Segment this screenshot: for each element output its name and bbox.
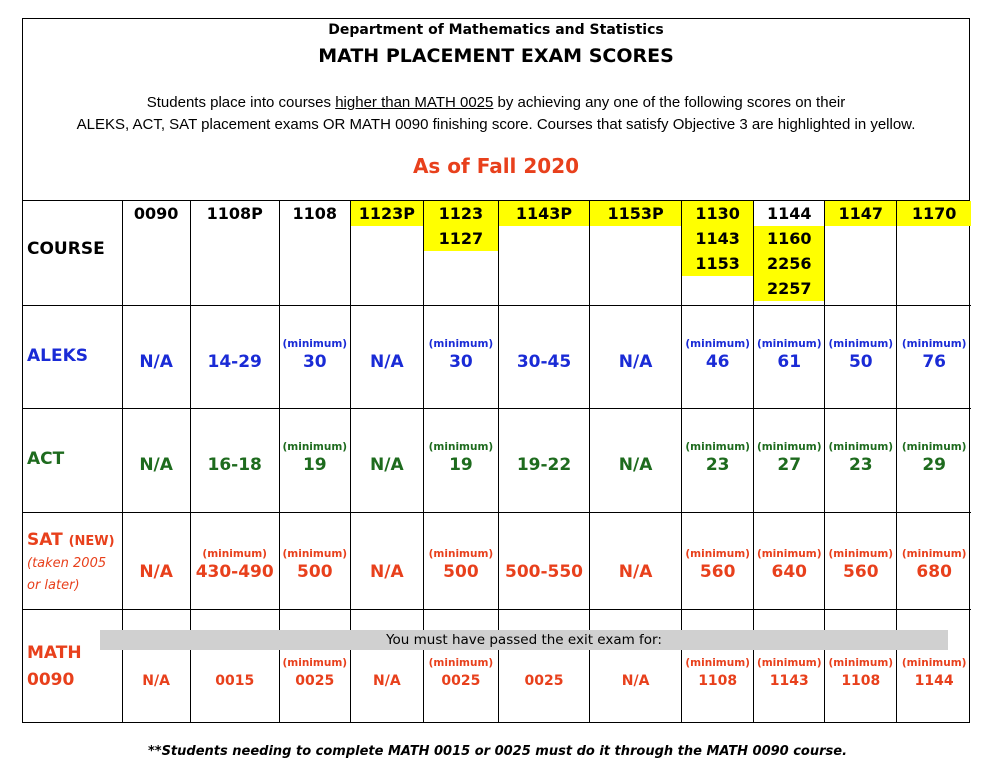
sat-score [754,547,824,583]
sat-score [280,547,350,583]
act-score [424,440,498,476]
aleks-score-cell [498,305,589,408]
act-score-cell [682,408,754,512]
course-cell [498,201,589,305]
intro-text [23,92,969,136]
act-score-cell [897,408,971,512]
sat-score [590,547,681,583]
aleks-score [191,337,279,373]
sat-value: N/A [618,561,653,582]
aleks-score [424,337,498,373]
course-cell [423,201,498,305]
math0090-score [191,656,279,692]
minimum-label: (minimum) [685,547,750,560]
placement-sheet [22,18,970,723]
course-code: 1127 [424,226,498,251]
as-of-date: As of Fall 2020 [412,154,580,178]
math0090-score [123,656,190,692]
math0090-value: 1144 [914,672,954,689]
act-value: 19 [449,454,473,475]
minimum-label: (minimum) [428,440,494,453]
course-code: 1123 [424,201,498,226]
math0090-value: 0015 [215,672,255,689]
math-label: MATH [27,642,82,663]
minimum-label: (minimum) [756,440,822,453]
act-score [754,440,824,476]
course-cell [897,201,971,305]
minimum-label: (minimum) [685,656,750,669]
sat-row [23,512,971,609]
sat-score [351,547,423,583]
math0090-score [424,656,498,692]
math0090-score-cell [498,609,589,723]
sat-value: 500-550 [504,561,584,582]
act-value: 19-22 [516,454,572,475]
sat-score-cell [350,512,423,609]
math0090-row-label [23,609,122,723]
act-value: 19 [302,454,327,475]
aleks-score [682,337,753,373]
course-code: 1170 [897,201,971,226]
course-code: 1108 [292,204,338,223]
sat-value: 430-490 [195,561,274,582]
aleks-score [280,337,350,373]
course-cell [825,201,897,305]
aleks-score-cell [350,305,423,408]
minimum-label: (minimum) [756,656,822,669]
sat-score-cell [897,512,971,609]
math0090-value: 0025 [295,672,335,689]
sat-label-group [27,530,115,596]
department-name: Department of Mathematics and Statistics [328,22,664,38]
sat-value: 500 [443,561,479,582]
footnote: **Students needing to complete MATH 0015 or 0025 must do it through the MATH 0090 course. [147,744,848,759]
act-score [897,440,971,476]
minimum-label: (minimum) [828,656,894,669]
minimum-label: (minimum) [282,337,348,350]
aleks-value: N/A [370,351,404,372]
math0090-score-cell [279,609,350,723]
intro-underlined: higher than MATH 0025 [335,94,494,111]
aleks-score-cell [682,305,754,408]
sat-score-cell [825,512,897,609]
aleks-score-cell [754,305,825,408]
sat-score [499,547,589,583]
sat-score [424,547,498,583]
act-score-cell [498,408,589,512]
course-label: COURSE [27,239,105,259]
aleks-row [23,305,971,408]
course-code: 2257 [754,276,824,301]
intro-mid: by achieving any one of the following scores on their [493,94,846,111]
act-score [825,440,896,476]
aleks-score [825,337,896,373]
math-code-label: 0090 [27,669,75,690]
aleks-score [754,337,824,373]
aleks-score-cell [190,305,279,408]
act-score [351,440,423,476]
act-value: N/A [370,454,404,475]
act-row [23,408,971,512]
sat-value: N/A [370,561,404,582]
course-code: 1108P [206,204,263,223]
sat-score-cell [122,512,190,609]
sat-score [191,547,279,583]
minimum-label: (minimum) [828,337,894,350]
minimum-label: (minimum) [901,337,967,350]
course-code: 1143P [499,201,589,226]
aleks-score-cell [590,305,682,408]
minimum-label: (minimum) [685,337,750,350]
aleks-value: 14-29 [207,351,262,372]
minimum-label: (minimum) [428,547,494,560]
act-score-cell [350,408,423,512]
aleks-value: 46 [705,351,730,372]
minimum-label: (minimum) [202,547,267,560]
sat-value: 560 [843,561,879,582]
course-code: 1130 [682,201,753,226]
math0090-value: 1143 [769,672,809,689]
aleks-score-cell [825,305,897,408]
math0090-value: 0025 [441,672,481,689]
aleks-score [897,337,971,373]
aleks-score-cell [122,305,190,408]
course-code: 2256 [754,251,824,276]
act-score [682,440,753,476]
intro-pre: Students place into courses [146,94,336,111]
math0090-score-cell [190,609,279,723]
header [23,19,969,201]
page-title: MATH PLACEMENT EXAM SCORES [318,45,674,67]
sat-score-cell [590,512,682,609]
sat-score [123,547,190,583]
minimum-label: (minimum) [901,440,967,453]
minimum-label: (minimum) [901,656,967,669]
act-value: 29 [922,454,946,475]
course-cell [279,201,350,305]
sat-score-cell [423,512,498,609]
aleks-value: 50 [848,351,873,372]
aleks-score [123,337,190,373]
math0090-score-cell [423,609,498,723]
act-value: 27 [777,454,802,475]
sat-value: N/A [139,561,173,582]
aleks-value: N/A [618,351,653,372]
sat-new-label: (NEW) [68,533,115,549]
act-score [191,440,279,476]
minimum-label: (minimum) [901,547,967,560]
act-score-cell [825,408,897,512]
sat-sub2: or later) [27,577,80,593]
act-score-cell [122,408,190,512]
act-score-cell [754,408,825,512]
sat-value: 640 [771,561,807,582]
math0090-score-cell [590,609,682,723]
aleks-score-cell [279,305,350,408]
course-code: 1147 [825,201,896,226]
act-value: 16-18 [207,454,262,475]
aleks-score-cell [897,305,971,408]
course-cell [190,201,279,305]
math0090-score [682,656,753,692]
math0090-score [499,656,589,692]
aleks-value: 30-45 [516,351,572,372]
course-cell [754,201,825,305]
math0090-score [351,656,423,692]
aleks-score [351,337,423,373]
math0090-value: 0025 [524,672,564,689]
course-cell [350,201,423,305]
act-score [123,440,190,476]
course-cell [122,201,190,305]
math0090-score-cell [122,609,190,723]
act-score-cell [590,408,682,512]
sat-score [682,547,753,583]
course-code: 1160 [754,226,824,251]
act-score [590,440,681,476]
math0090-score [897,656,971,692]
course-cell [682,201,754,305]
sat-score-cell [754,512,825,609]
aleks-value: 30 [449,351,473,372]
math0090-score-cell [825,609,897,723]
minimum-label: (minimum) [282,547,348,560]
minimum-label: (minimum) [756,547,822,560]
minimum-label: (minimum) [282,656,348,669]
sat-score-cell [498,512,589,609]
aleks-label: ALEKS [27,345,89,366]
minimum-label: (minimum) [828,547,894,560]
sat-score-cell [682,512,754,609]
math0090-value: N/A [373,672,401,689]
sat-score-cell [190,512,279,609]
aleks-value: 61 [777,351,802,372]
act-value: N/A [618,454,653,475]
math0090-score-cell [682,609,754,723]
act-label: ACT [27,448,65,469]
math0090-score [590,656,681,692]
intro-line2: ALEKS, ACT, SAT placement exams OR MATH 0090 finishing score. Courses that satisfy Objective 3 are highlighted in yellow. [76,116,916,133]
course-code: 1123P [351,201,423,226]
aleks-score-cell [423,305,498,408]
course-cell [590,201,682,305]
math0090-value: N/A [142,672,170,689]
act-row-label [23,408,122,512]
sat-value: 500 [297,561,333,582]
course-code: 0090 [133,204,179,223]
sat-score-cell [279,512,350,609]
sat-score [825,547,896,583]
course-row [23,201,971,305]
sat-sub1: (taken 2005 [27,555,107,571]
math0090-value: 1108 [841,672,881,689]
minimum-label: (minimum) [428,656,494,669]
math0090-row [23,609,971,723]
math0090-value: 1108 [698,672,738,689]
aleks-row-label [23,305,122,408]
course-row-label [23,201,122,305]
aleks-score [499,337,589,373]
act-score-cell [279,408,350,512]
math0090-score [825,656,896,692]
aleks-value: 30 [302,351,327,372]
act-value: N/A [139,454,173,475]
math0090-score-cell [897,609,971,723]
math0090-value: N/A [621,672,650,689]
math0090-score [754,656,824,692]
minimum-label: (minimum) [282,440,348,453]
math0090-score [280,656,350,692]
math-label-group [27,640,82,694]
aleks-value: N/A [139,351,173,372]
math0090-score-cell [350,609,423,723]
sat-row-label [23,512,122,609]
exit-exam-banner: You must have passed the exit exam for: [100,630,948,650]
minimum-label: (minimum) [428,337,494,350]
course-code: 1153P [590,201,681,226]
act-score-cell [423,408,498,512]
sat-value: 680 [916,561,952,582]
course-code: 1153 [682,251,753,276]
sat-value: 560 [699,561,736,582]
act-value: 23 [848,454,873,475]
act-score [280,440,350,476]
course-code: 1144 [766,204,812,223]
minimum-label: (minimum) [828,440,894,453]
sat-score [897,547,971,583]
minimum-label: (minimum) [756,337,822,350]
minimum-label: (minimum) [685,440,750,453]
act-score [499,440,589,476]
aleks-score [590,337,681,373]
act-score-cell [190,408,279,512]
course-code: 1143 [682,226,753,251]
act-value: 23 [705,454,730,475]
math0090-score-cell [754,609,825,723]
aleks-value: 76 [922,351,946,372]
sat-label: SAT [27,529,63,550]
